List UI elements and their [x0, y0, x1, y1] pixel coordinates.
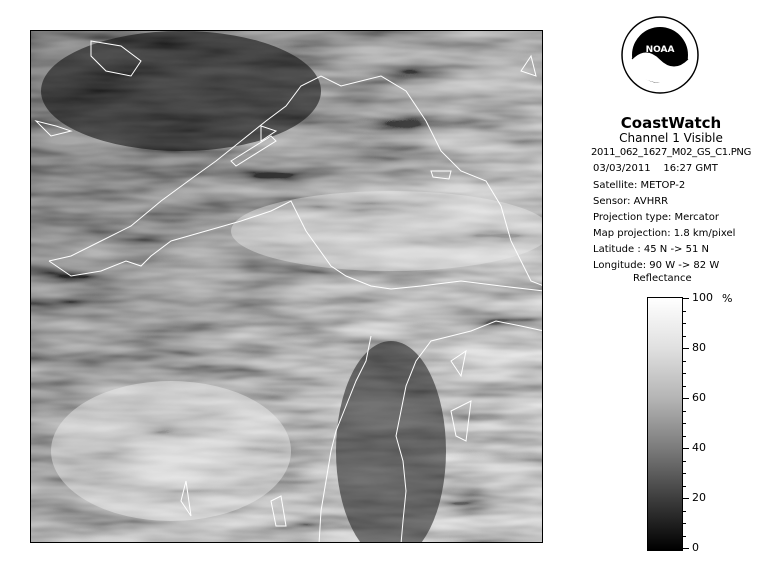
colorbar-tick-mark	[683, 348, 689, 349]
colorbar-tick-mark	[683, 298, 689, 299]
colorbar-minor-tick	[683, 361, 686, 362]
colorbar-minor-tick	[683, 311, 686, 312]
colorbar-minor-tick	[683, 373, 686, 374]
colorbar-minor-tick	[683, 511, 686, 512]
colorbar-minor-tick	[683, 536, 686, 537]
svg-text:NOAA: NOAA	[645, 45, 675, 55]
latitude-info: Latitude : 45 N -> 51 N	[593, 244, 709, 255]
colorbar-tick-label: 20	[692, 491, 706, 504]
colorbar-label: Reflectance	[633, 273, 692, 284]
noaa-logo	[620, 15, 700, 95]
colorbar-tick-mark	[683, 498, 689, 499]
colorbar-unit: %	[722, 292, 733, 305]
product-title: CoastWatch	[620, 114, 722, 132]
satellite-image	[30, 30, 543, 543]
colorbar-minor-tick	[683, 473, 686, 474]
colorbar-tick-label: 60	[692, 391, 706, 404]
sensor-info: Sensor: AVHRR	[593, 196, 669, 207]
file-name: 2011_062_1627_M02_GS_C1.PNG	[590, 147, 752, 158]
colorbar-minor-tick	[683, 436, 686, 437]
resolution-info: Map projection: 1.8 km/pixel	[593, 228, 736, 239]
colorbar-tick-label: 100	[692, 291, 713, 304]
cloud-imagery	[31, 31, 543, 543]
colorbar-minor-tick	[683, 411, 686, 412]
colorbar	[647, 297, 683, 551]
acquisition-date: 03/03/2011	[593, 163, 651, 174]
colorbar-tick-mark	[683, 548, 689, 549]
colorbar-minor-tick	[683, 323, 686, 324]
colorbar-tick-label: 80	[692, 341, 706, 354]
colorbar-tick-mark	[683, 448, 689, 449]
colorbar-tick-label: 40	[692, 441, 706, 454]
acquisition-time: 16:27 GMT	[663, 163, 718, 174]
colorbar-minor-tick	[683, 336, 686, 337]
colorbar-minor-tick	[683, 461, 686, 462]
colorbar-minor-tick	[683, 486, 686, 487]
longitude-info: Longitude: 90 W -> 82 W	[593, 260, 720, 271]
satellite-info: Satellite: METOP-2	[593, 180, 686, 191]
colorbar-tick-mark	[683, 398, 689, 399]
colorbar-minor-tick	[683, 386, 686, 387]
acquisition-datetime	[593, 163, 718, 174]
channel-label: Channel 1 Visible	[619, 131, 723, 145]
colorbar-tick-label: 0	[692, 541, 699, 554]
colorbar-minor-tick	[683, 423, 686, 424]
colorbar-minor-tick	[683, 523, 686, 524]
projection-info: Projection type: Mercator	[593, 212, 719, 223]
